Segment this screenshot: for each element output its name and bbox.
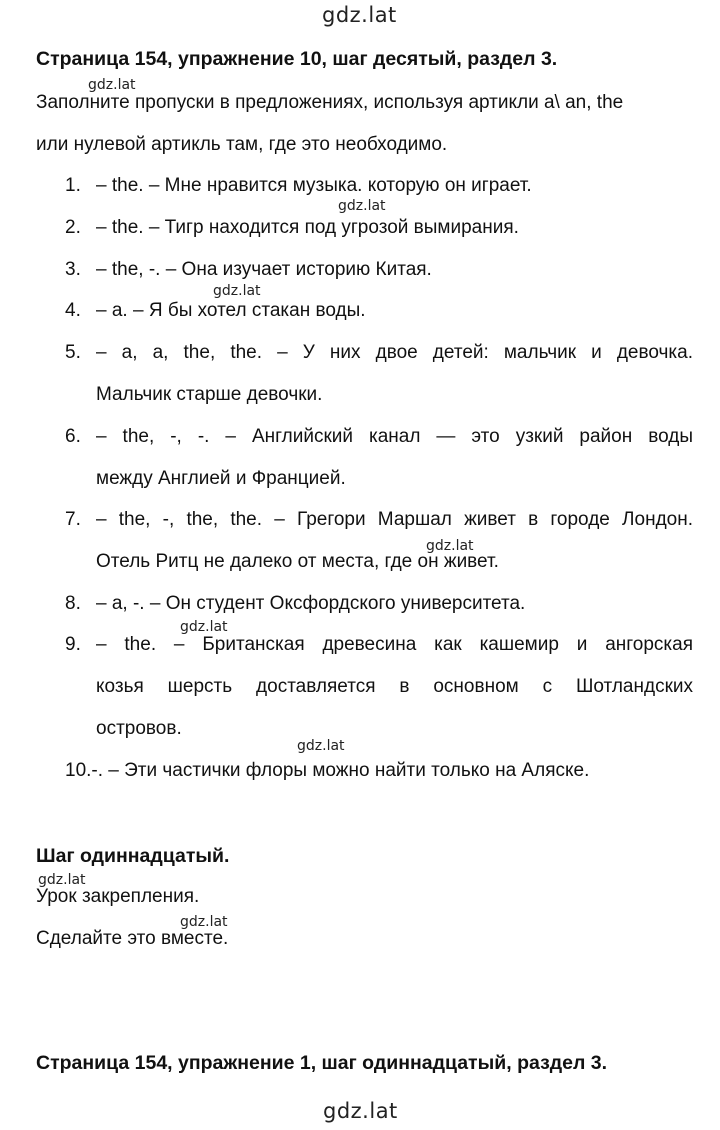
item-number: 2. (65, 217, 81, 238)
watermark: gdz.lat (38, 872, 86, 888)
watermark: gdz.lat (180, 914, 228, 930)
item-text: островов. (96, 718, 182, 739)
section-title: Страница 154, упражнение 10, шаг десятый, раздел 3. (36, 48, 558, 70)
text-line: Урок закрепления. (36, 886, 200, 907)
instruction-line-2: или нулевой артикль там, где это необходимо. (36, 134, 448, 155)
watermark-bottom: gdz.lat (323, 1099, 398, 1123)
item-number: 8. (65, 593, 81, 614)
list-item (65, 760, 589, 782)
watermark: gdz.lat (88, 77, 136, 93)
item-text: – the. – Британская древесина как кашемир и ангорская (96, 634, 693, 655)
watermark: gdz.lat (213, 283, 261, 299)
watermark: gdz.lat (297, 738, 345, 754)
item-text: – the. – Тигр находится под угрозой вымирания. (96, 217, 519, 238)
item-text: – a, -. – Он студент Оксфордского университета. (96, 593, 526, 614)
text-line: Сделайте это вместе. (36, 928, 229, 949)
item-number: 9. (65, 634, 81, 655)
item-text: Мальчик старше девочки. (96, 384, 323, 405)
item-number: 4. (65, 300, 81, 321)
section-title: Шаг одиннадцатый. (36, 845, 230, 867)
item-number: 5. (65, 342, 81, 363)
item-number: 6. (65, 426, 81, 447)
watermark-top: gdz.lat (322, 3, 397, 27)
section-title: Страница 154, упражнение 1, шаг одиннадцатый, раздел 3. (36, 1052, 608, 1074)
watermark: gdz.lat (338, 198, 386, 214)
item-number: 7. (65, 509, 81, 530)
item-text: – the. – Мне нравится музыка. которую он играет. (96, 175, 532, 196)
item-text: козья шерсть доставляется в основном с Шотландских (96, 676, 693, 697)
item-text: между Англией и Францией. (96, 468, 346, 489)
item-text: Отель Ритц не далеко от места, где он живет. (96, 551, 499, 572)
instruction-line-1: Заполните пропуски в предложениях, используя артикли a\ an, the (36, 92, 624, 113)
item-text: – the, -, -. – Английский канал — это узкий район воды (96, 426, 693, 447)
watermark: gdz.lat (180, 619, 228, 635)
watermark: gdz.lat (426, 538, 474, 554)
item-number: 10. (65, 760, 92, 781)
item-text: -. – Эти частички флоры можно найти только на Аляске. (91, 760, 590, 781)
item-text: – a. – Я бы хотел стакан воды. (96, 300, 366, 321)
item-text: – a, a, the, the. – У них двое детей: мальчик и девочка. (96, 342, 693, 363)
item-text: – the, -, the, the. – Грегори Маршал живет в городе Лондон. (96, 509, 693, 530)
item-number: 1. (65, 175, 81, 196)
item-number: 3. (65, 259, 81, 280)
item-text: – the, -. – Она изучает историю Китая. (96, 259, 432, 280)
